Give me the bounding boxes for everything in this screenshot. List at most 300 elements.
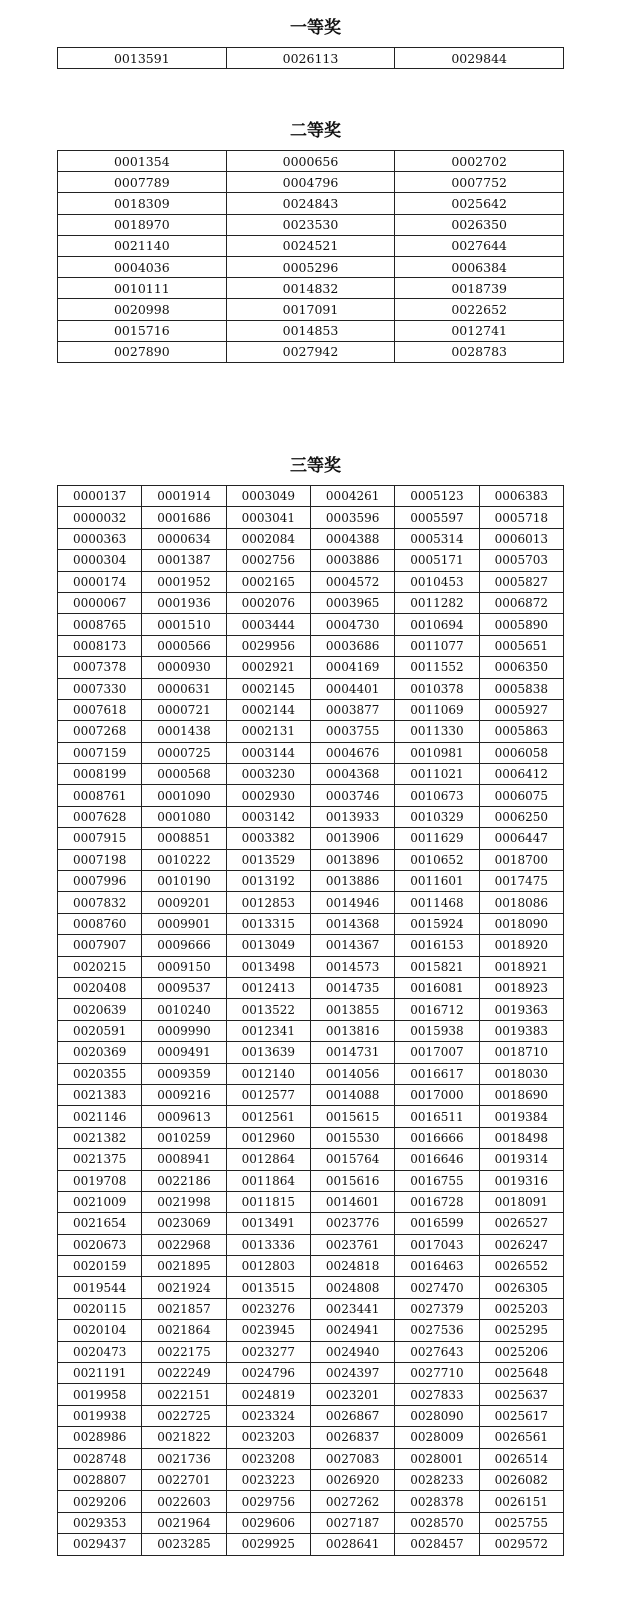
table-row [58, 299, 564, 320]
number-cell: 0021895 [142, 1256, 226, 1277]
table-row [58, 1020, 564, 1041]
number-cell: 0021191 [58, 1363, 142, 1384]
number-cell: 0019314 [479, 1149, 563, 1170]
number-cell: 0019544 [58, 1277, 142, 1298]
number-cell: 0007330 [58, 678, 142, 699]
number-cell: 0025637 [479, 1384, 563, 1405]
number-cell: 0010329 [395, 806, 479, 827]
number-cell: 0019363 [479, 999, 563, 1020]
number-cell: 0012413 [226, 977, 310, 998]
number-cell: 0005703 [479, 550, 563, 571]
number-cell: 0011601 [395, 871, 479, 892]
table-row [58, 956, 564, 977]
table-row [58, 999, 564, 1020]
number-cell: 0007752 [395, 172, 564, 193]
number-cell: 0001354 [58, 151, 227, 172]
number-cell: 0020473 [58, 1341, 142, 1362]
number-cell: 0027187 [310, 1512, 394, 1533]
number-cell: 0003746 [310, 785, 394, 806]
number-cell: 0018921 [479, 956, 563, 977]
number-cell: 0015938 [395, 1020, 479, 1041]
number-cell: 0011069 [395, 699, 479, 720]
number-cell: 0019383 [479, 1020, 563, 1041]
number-cell: 0016599 [395, 1213, 479, 1234]
number-cell: 0004169 [310, 657, 394, 678]
number-cell: 0011282 [395, 592, 479, 613]
number-cell: 0025295 [479, 1320, 563, 1341]
number-cell: 0006447 [479, 828, 563, 849]
table-row [58, 151, 564, 172]
number-cell: 0028009 [395, 1427, 479, 1448]
number-cell: 0023203 [226, 1427, 310, 1448]
number-cell: 0007378 [58, 657, 142, 678]
number-cell: 0028378 [395, 1491, 479, 1512]
number-cell: 0002930 [226, 785, 310, 806]
first-prize-title: 一等奖 [290, 18, 341, 38]
number-cell: 0009359 [142, 1063, 226, 1084]
number-cell: 0013591 [58, 48, 227, 69]
number-cell: 0012960 [226, 1127, 310, 1148]
table-row [58, 849, 564, 870]
table-row [58, 550, 564, 571]
number-cell: 0005123 [395, 486, 479, 507]
number-cell: 0015616 [310, 1170, 394, 1191]
number-cell: 0013896 [310, 849, 394, 870]
number-cell: 0010652 [395, 849, 479, 870]
table-row [58, 828, 564, 849]
number-cell: 0005314 [395, 528, 479, 549]
number-cell: 0008760 [58, 913, 142, 934]
number-cell: 0000725 [142, 742, 226, 763]
number-cell: 0026514 [479, 1448, 563, 1469]
number-cell: 0003142 [226, 806, 310, 827]
number-cell: 0002145 [226, 678, 310, 699]
number-cell: 0001387 [142, 550, 226, 571]
table-row [58, 1298, 564, 1319]
table-row [58, 871, 564, 892]
number-cell: 0007832 [58, 892, 142, 913]
number-cell: 0020591 [58, 1020, 142, 1041]
table-row [58, 1256, 564, 1277]
number-cell: 0008173 [58, 635, 142, 656]
number-cell: 0021736 [142, 1448, 226, 1469]
number-cell: 0026151 [479, 1491, 563, 1512]
number-cell: 0002921 [226, 657, 310, 678]
number-cell: 0000174 [58, 571, 142, 592]
table-row [58, 486, 564, 507]
number-cell: 0027470 [395, 1277, 479, 1298]
number-cell: 0018970 [58, 214, 227, 235]
number-cell: 0026113 [226, 48, 395, 69]
number-cell: 0002084 [226, 528, 310, 549]
number-cell: 0015716 [58, 320, 227, 341]
number-cell: 0012803 [226, 1256, 310, 1277]
number-cell: 0022249 [142, 1363, 226, 1384]
number-cell: 0002131 [226, 721, 310, 742]
number-cell: 0016081 [395, 977, 479, 998]
number-cell: 0026920 [310, 1469, 394, 1490]
number-cell: 0003886 [310, 550, 394, 571]
number-cell: 0005827 [479, 571, 563, 592]
number-cell: 0004261 [310, 486, 394, 507]
table-row [58, 1191, 564, 1212]
number-cell: 0012140 [226, 1063, 310, 1084]
number-cell: 0021146 [58, 1106, 142, 1127]
table-row [58, 1469, 564, 1490]
number-cell: 0027083 [310, 1448, 394, 1469]
number-cell: 0012577 [226, 1084, 310, 1105]
number-cell: 0014601 [310, 1191, 394, 1212]
number-cell: 0022725 [142, 1405, 226, 1426]
number-cell: 0017007 [395, 1042, 479, 1063]
table-row [58, 48, 564, 69]
number-cell: 0003382 [226, 828, 310, 849]
table-row [58, 1063, 564, 1084]
number-cell: 0010190 [142, 871, 226, 892]
table-row [58, 1534, 564, 1555]
number-cell: 0024818 [310, 1256, 394, 1277]
table-row [58, 1106, 564, 1127]
number-cell: 0018309 [58, 193, 227, 214]
number-cell: 0014946 [310, 892, 394, 913]
number-cell: 0005927 [479, 699, 563, 720]
table-row [58, 1170, 564, 1191]
number-cell: 0002702 [395, 151, 564, 172]
table-row [58, 592, 564, 613]
number-cell: 0022701 [142, 1469, 226, 1490]
number-cell: 0016755 [395, 1170, 479, 1191]
number-cell: 0029353 [58, 1512, 142, 1533]
number-cell: 0018690 [479, 1084, 563, 1105]
number-cell: 0003230 [226, 764, 310, 785]
number-cell: 0027262 [310, 1491, 394, 1512]
first-prize-table [57, 47, 564, 69]
number-cell: 0023324 [226, 1405, 310, 1426]
number-cell: 0006384 [395, 256, 564, 277]
table-row [58, 172, 564, 193]
table-row [58, 341, 564, 362]
table-row [58, 657, 564, 678]
number-cell: 0007915 [58, 828, 142, 849]
table-row [58, 1491, 564, 1512]
number-cell: 0029925 [226, 1534, 310, 1555]
number-cell: 0007159 [58, 742, 142, 763]
number-cell: 0014832 [226, 278, 395, 299]
number-cell: 0021924 [142, 1277, 226, 1298]
table-row [58, 193, 564, 214]
number-cell: 0016153 [395, 935, 479, 956]
number-cell: 0023761 [310, 1234, 394, 1255]
number-cell: 0006872 [479, 592, 563, 613]
number-cell: 0021998 [142, 1191, 226, 1212]
number-cell: 0012561 [226, 1106, 310, 1127]
number-cell: 0018090 [479, 913, 563, 934]
number-cell: 0015530 [310, 1127, 394, 1148]
table-row [58, 913, 564, 934]
number-cell: 0014368 [310, 913, 394, 934]
number-cell: 0018920 [479, 935, 563, 956]
number-cell: 0027833 [395, 1384, 479, 1405]
number-cell: 0013192 [226, 871, 310, 892]
number-cell: 0018923 [479, 977, 563, 998]
table-row [58, 1427, 564, 1448]
number-cell: 0021654 [58, 1213, 142, 1234]
number-cell: 0024940 [310, 1341, 394, 1362]
number-cell: 0003965 [310, 592, 394, 613]
number-cell: 0029844 [395, 48, 564, 69]
number-cell: 0019958 [58, 1384, 142, 1405]
table-row [58, 614, 564, 635]
number-cell: 0007628 [58, 806, 142, 827]
number-cell: 0012864 [226, 1149, 310, 1170]
number-cell: 0013816 [310, 1020, 394, 1041]
number-cell: 0005296 [226, 256, 395, 277]
number-cell: 0016646 [395, 1149, 479, 1170]
number-cell: 0025203 [479, 1298, 563, 1319]
number-cell: 0010453 [395, 571, 479, 592]
table-row [58, 1127, 564, 1148]
number-cell: 0000032 [58, 507, 142, 528]
number-cell: 0028457 [395, 1534, 479, 1555]
number-cell: 0013886 [310, 871, 394, 892]
number-cell: 0026867 [310, 1405, 394, 1426]
number-cell: 0000631 [142, 678, 226, 699]
number-cell: 0011468 [395, 892, 479, 913]
number-cell: 0020639 [58, 999, 142, 1020]
table-row [58, 320, 564, 341]
number-cell: 0011629 [395, 828, 479, 849]
number-cell: 0016463 [395, 1256, 479, 1277]
number-cell: 0023277 [226, 1341, 310, 1362]
table-row [58, 721, 564, 742]
number-cell: 0028641 [310, 1534, 394, 1555]
number-cell: 0026527 [479, 1213, 563, 1234]
number-cell: 0014735 [310, 977, 394, 998]
number-cell: 0008941 [142, 1149, 226, 1170]
number-cell: 0012853 [226, 892, 310, 913]
number-cell: 0020369 [58, 1042, 142, 1063]
number-cell: 0011021 [395, 764, 479, 785]
number-cell: 0004401 [310, 678, 394, 699]
number-cell: 0000568 [142, 764, 226, 785]
number-cell: 0009613 [142, 1106, 226, 1127]
number-cell: 0027890 [58, 341, 227, 362]
number-cell: 0009666 [142, 935, 226, 956]
number-cell: 0004388 [310, 528, 394, 549]
number-cell: 0002165 [226, 571, 310, 592]
number-cell: 0005651 [479, 635, 563, 656]
table-row [58, 1448, 564, 1469]
table-row [58, 1384, 564, 1405]
number-cell: 0027942 [226, 341, 395, 362]
number-cell: 0011864 [226, 1170, 310, 1191]
number-cell: 0000721 [142, 699, 226, 720]
number-cell: 0014088 [310, 1084, 394, 1105]
number-cell: 0026247 [479, 1234, 563, 1255]
table-row [58, 256, 564, 277]
number-cell: 0027536 [395, 1320, 479, 1341]
number-cell: 0000067 [58, 592, 142, 613]
number-cell: 0012741 [395, 320, 564, 341]
number-cell: 0018498 [479, 1127, 563, 1148]
number-cell: 0027644 [395, 235, 564, 256]
number-cell: 0003041 [226, 507, 310, 528]
number-cell: 0006412 [479, 764, 563, 785]
number-cell: 0005838 [479, 678, 563, 699]
number-cell: 0001936 [142, 592, 226, 613]
number-cell: 0029606 [226, 1512, 310, 1533]
number-cell: 0022652 [395, 299, 564, 320]
table-row [58, 977, 564, 998]
number-cell: 0000634 [142, 528, 226, 549]
number-cell: 0007198 [58, 849, 142, 870]
number-cell: 0019938 [58, 1405, 142, 1426]
number-cell: 0013529 [226, 849, 310, 870]
number-cell: 0025755 [479, 1512, 563, 1533]
number-cell: 0009990 [142, 1020, 226, 1041]
number-cell: 0025617 [479, 1405, 563, 1426]
number-cell: 0010111 [58, 278, 227, 299]
number-cell: 0024397 [310, 1363, 394, 1384]
number-cell: 0008765 [58, 614, 142, 635]
table-row [58, 1042, 564, 1063]
table-row [58, 214, 564, 235]
number-cell: 0014056 [310, 1063, 394, 1084]
number-cell: 0020115 [58, 1298, 142, 1319]
number-cell: 0016666 [395, 1127, 479, 1148]
number-cell: 0005718 [479, 507, 563, 528]
number-cell: 0005863 [479, 721, 563, 742]
number-cell: 0016511 [395, 1106, 479, 1127]
number-cell: 0028748 [58, 1448, 142, 1469]
table-row [58, 235, 564, 256]
number-cell: 0009216 [142, 1084, 226, 1105]
number-cell: 0013522 [226, 999, 310, 1020]
number-cell: 0009201 [142, 892, 226, 913]
number-cell: 0004796 [226, 172, 395, 193]
number-cell: 0019384 [479, 1106, 563, 1127]
table-row [58, 742, 564, 763]
number-cell: 0018030 [479, 1063, 563, 1084]
number-cell: 0006350 [479, 657, 563, 678]
number-cell: 0002076 [226, 592, 310, 613]
number-cell: 0026082 [479, 1469, 563, 1490]
number-cell: 0022968 [142, 1234, 226, 1255]
number-cell: 0000930 [142, 657, 226, 678]
number-cell: 0029756 [226, 1491, 310, 1512]
number-cell: 0009491 [142, 1042, 226, 1063]
number-cell: 0015924 [395, 913, 479, 934]
number-cell: 0016728 [395, 1191, 479, 1212]
number-cell: 0006075 [479, 785, 563, 806]
number-cell: 0000566 [142, 635, 226, 656]
number-cell: 0017091 [226, 299, 395, 320]
number-cell: 0020215 [58, 956, 142, 977]
table-row [58, 528, 564, 549]
number-cell: 0001686 [142, 507, 226, 528]
number-cell: 0002756 [226, 550, 310, 571]
number-cell: 0021375 [58, 1149, 142, 1170]
number-cell: 0007618 [58, 699, 142, 720]
number-cell: 0009901 [142, 913, 226, 934]
number-cell: 0023285 [142, 1534, 226, 1555]
number-cell: 0009537 [142, 977, 226, 998]
number-cell: 0018710 [479, 1042, 563, 1063]
number-cell: 0024796 [226, 1363, 310, 1384]
number-cell: 0023441 [310, 1298, 394, 1319]
table-row [58, 1149, 564, 1170]
number-cell: 0015615 [310, 1106, 394, 1127]
number-cell: 0021140 [58, 235, 227, 256]
table-row [58, 1213, 564, 1234]
number-cell: 0013336 [226, 1234, 310, 1255]
table-row [58, 699, 564, 720]
table-row [58, 1084, 564, 1105]
number-cell: 0028783 [395, 341, 564, 362]
number-cell: 0003755 [310, 721, 394, 742]
number-cell: 0024808 [310, 1277, 394, 1298]
number-cell: 0020673 [58, 1234, 142, 1255]
number-cell: 0013855 [310, 999, 394, 1020]
number-cell: 0029572 [479, 1534, 563, 1555]
number-cell: 0022175 [142, 1341, 226, 1362]
number-cell: 0018700 [479, 849, 563, 870]
table-row [58, 1320, 564, 1341]
table-row [58, 507, 564, 528]
number-cell: 0026350 [395, 214, 564, 235]
number-cell: 0003877 [310, 699, 394, 720]
number-cell: 0011815 [226, 1191, 310, 1212]
number-cell: 0020408 [58, 977, 142, 998]
number-cell: 0020159 [58, 1256, 142, 1277]
number-cell: 0006383 [479, 486, 563, 507]
number-cell: 0004730 [310, 614, 394, 635]
number-cell: 0000304 [58, 550, 142, 571]
table-row [58, 1363, 564, 1384]
number-cell: 0028570 [395, 1512, 479, 1533]
number-cell: 0019316 [479, 1170, 563, 1191]
number-cell: 0015764 [310, 1149, 394, 1170]
number-cell: 0014731 [310, 1042, 394, 1063]
number-cell: 0003686 [310, 635, 394, 656]
table-row [58, 1405, 564, 1426]
number-cell: 0029206 [58, 1491, 142, 1512]
table-row [58, 571, 564, 592]
number-cell: 0001438 [142, 721, 226, 742]
number-cell: 0022603 [142, 1491, 226, 1512]
number-cell: 0014853 [226, 320, 395, 341]
number-cell: 0013639 [226, 1042, 310, 1063]
number-cell: 0028090 [395, 1405, 479, 1426]
number-cell: 0013906 [310, 828, 394, 849]
number-cell: 0005171 [395, 550, 479, 571]
number-cell: 0003144 [226, 742, 310, 763]
number-cell: 0004572 [310, 571, 394, 592]
table-row [58, 892, 564, 913]
third-prize-title: 三等奖 [290, 456, 341, 476]
number-cell: 0028807 [58, 1469, 142, 1490]
number-cell: 0003444 [226, 614, 310, 635]
second-prize-title: 二等奖 [290, 121, 341, 141]
number-cell: 0001914 [142, 486, 226, 507]
number-cell: 0000656 [226, 151, 395, 172]
number-cell: 0028233 [395, 1469, 479, 1490]
number-cell: 0010222 [142, 849, 226, 870]
number-cell: 0018086 [479, 892, 563, 913]
number-cell: 0027710 [395, 1363, 479, 1384]
number-cell: 0004368 [310, 764, 394, 785]
number-cell: 0021964 [142, 1512, 226, 1533]
